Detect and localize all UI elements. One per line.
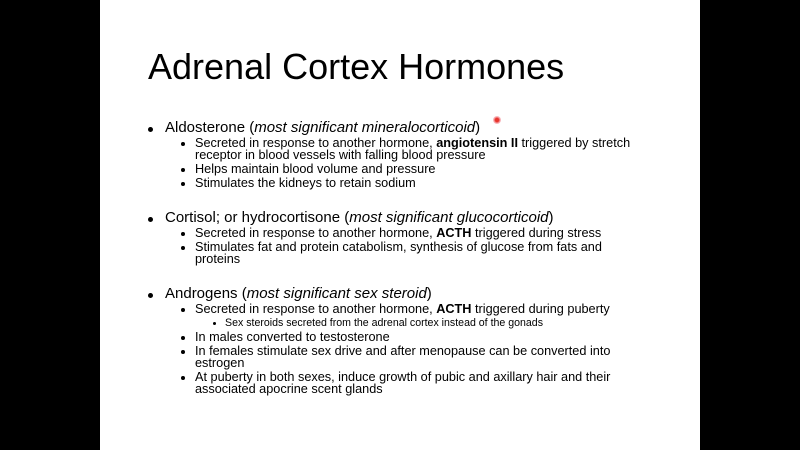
sub-bullet-text: In females stimulate sex drive and after menopause can be converted into	[195, 344, 611, 358]
sub-bullet-wrap: associated apocrine scent glands	[195, 382, 383, 396]
bullet-icon	[181, 376, 185, 380]
hormone-note: most significant sex steroid	[246, 285, 427, 302]
hormone-name: Androgens (	[165, 285, 247, 302]
sub-bullet-text: Stimulates the kidneys to retain sodium	[195, 176, 416, 190]
sub-bullet-bold: ACTH	[436, 302, 472, 316]
bullet-icon	[181, 168, 185, 172]
hormone-close: )	[475, 119, 481, 136]
bullet-androgens	[165, 286, 432, 302]
slide	[100, 0, 700, 450]
bullet-icon	[213, 322, 216, 325]
slide-title: Adrenal Cortex Hormones	[148, 46, 565, 87]
hormone-close: )	[548, 209, 554, 226]
sub-bullet-text: At puberty in both sexes, induce growth of pubic and axillary hair and their	[195, 370, 611, 384]
sub-bullet	[195, 345, 610, 369]
sub-bullet	[195, 371, 610, 395]
sub-bullet-wrap: receptor in blood vessels with falling blood pressure	[195, 148, 486, 162]
sub-bullet	[195, 177, 416, 189]
letterbox-right	[700, 0, 800, 450]
hormone-name: Aldosterone (	[165, 119, 255, 136]
sub-bullet	[195, 331, 390, 343]
bullet-icon	[181, 232, 185, 236]
bullet-icon	[181, 246, 185, 250]
bullet-icon	[181, 142, 185, 146]
bullet-aldosterone	[165, 120, 480, 136]
hormone-close: )	[426, 285, 432, 302]
bullet-cortisol	[165, 210, 554, 226]
bullet-icon	[148, 127, 153, 132]
sub-bullet-bold: angiotensin II	[436, 136, 518, 150]
bullet-icon	[181, 336, 185, 340]
sub-bullet	[195, 227, 601, 239]
sub-bullet	[195, 303, 610, 315]
sub-bullet-text: triggered during puberty	[471, 302, 610, 316]
sub-bullet-wrap: proteins	[195, 252, 241, 266]
sub-bullet-text: triggered by stretch	[518, 136, 631, 150]
sub-sub-bullet	[225, 317, 543, 329]
hormone-name: Cortisol; or hydrocortisone (	[165, 209, 350, 226]
bullet-icon	[181, 350, 185, 354]
hormone-note: most significant glucocorticoid	[349, 209, 549, 226]
sub-bullet	[195, 241, 602, 265]
sub-bullet-text: Stimulates fat and protein catabolism, synthesis of glucose from fats and	[195, 240, 602, 254]
sub-bullet-bold: ACTH	[436, 226, 472, 240]
bullet-icon	[148, 217, 153, 222]
bullet-icon	[181, 182, 185, 186]
sub-bullet-text: Secreted in response to another hormone,	[195, 226, 437, 240]
sub-bullet-text: triggered during stress	[471, 226, 602, 240]
hormone-note: most significant mineralocorticoid	[254, 119, 476, 136]
laser-pointer-icon	[493, 116, 501, 124]
sub-sub-bullet-text: Sex steroids secreted from the adrenal cortex instead of the gonads	[225, 317, 543, 329]
sub-bullet	[195, 163, 436, 175]
bullet-icon	[148, 293, 153, 298]
sub-bullet-text: Helps maintain blood volume and pressure	[195, 162, 436, 176]
letterbox-left	[0, 0, 100, 450]
sub-bullet-text: Secreted in response to another hormone,	[195, 136, 437, 150]
sub-bullet	[195, 137, 630, 161]
bullet-icon	[181, 308, 185, 312]
sub-bullet-text: In males converted to testosterone	[195, 330, 390, 344]
sub-bullet-wrap: estrogen	[195, 356, 245, 370]
sub-bullet-text: Secreted in response to another hormone,	[195, 302, 437, 316]
